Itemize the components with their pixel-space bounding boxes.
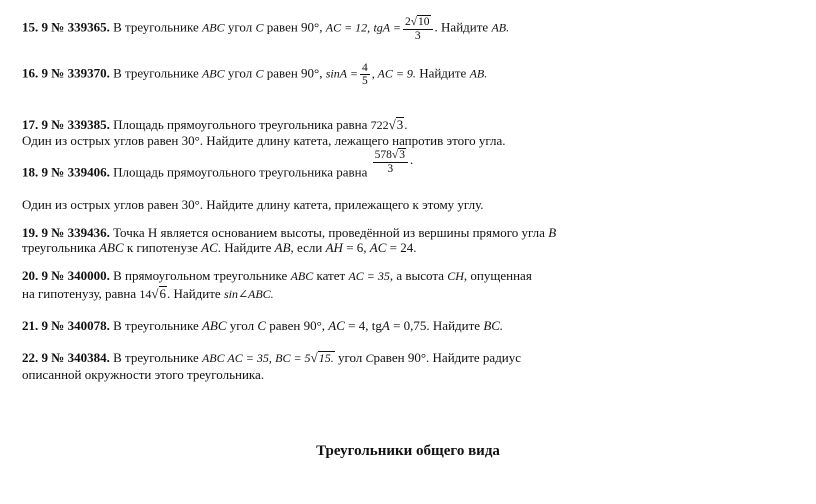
problem-16 [22, 62, 487, 87]
problem-22-line2: описанной окружности этого треугольника. [22, 367, 265, 382]
math-expr: ABC [290, 269, 314, 283]
problem-text: = 0,75. Найдите [389, 318, 484, 333]
problem-text: = 24. [386, 240, 417, 255]
problem-17: 17. 9 № 339385. Площадь прямоугольного треугольника равна 722√3. [22, 117, 408, 132]
math-expr: C [257, 318, 267, 333]
problem-text: = 4, tg [344, 318, 382, 333]
problem-text: Площадь прямоугольного треугольника равна [109, 117, 371, 132]
math-expr: AC [369, 240, 387, 255]
problem-text: В треугольнике [109, 318, 202, 333]
fraction-denominator: 3 [373, 162, 408, 175]
radicand: 3 [399, 149, 405, 161]
fraction-coefficient: 2 [404, 16, 411, 28]
fraction-numerator: 4 [361, 62, 368, 74]
problem-text: = 6, [342, 240, 370, 255]
problem-text: равен 90°, [263, 65, 326, 81]
math-expr: , AC = 9. [371, 66, 416, 81]
problem-text: на гипотенузу, равна [22, 286, 140, 301]
problem-number: 17. 9 № 339385. [22, 117, 110, 132]
problem-text: Найдите [415, 65, 470, 81]
problem-text: Точка Н является основанием высоты, проведённой из вершины прямого угла [109, 225, 549, 240]
coefficient: 722 [370, 118, 389, 132]
problem-text: В треугольнике [109, 350, 202, 365]
problem-number: 16. 9 № 339370. [22, 65, 110, 81]
math-expr: AC [201, 240, 218, 255]
problem-text: угол [224, 19, 256, 35]
fraction: $\frac{2√10}{3}$ [403, 15, 433, 42]
math-expr: sin∠ABC. [223, 287, 274, 301]
problem-text: равен 90°, [263, 19, 326, 35]
math-expr: ABC [201, 66, 225, 81]
problem-text: В прямоугольном треугольнике [109, 268, 291, 283]
math-expr: AB. [469, 66, 488, 81]
math-expr: ABC [201, 318, 227, 333]
problem-text: угол [334, 350, 366, 365]
radicand: 6 [159, 286, 167, 301]
problem-17-line2: Один из острых углов равен 30°. Найдите длину катета, лежащего напротив этого угла. [22, 133, 506, 148]
fraction-coefficient: 578 [374, 149, 392, 161]
problem-21 [22, 318, 503, 334]
math-expr: AC = 12, [325, 20, 371, 35]
problem-text: угол [226, 318, 258, 333]
math-expr: ABC AC = 35, [201, 351, 272, 365]
problem-text: , опущенная [463, 268, 532, 283]
fraction [360, 62, 370, 87]
math-expr: sinA = [325, 66, 358, 81]
math-expr: ABC [99, 240, 124, 255]
problem-text: , а высота [389, 268, 448, 283]
problem-text: угол [224, 65, 256, 81]
problem-22: 22. 9 № 340384. В треугольнике ABC AC = 35, BC = 5√15. угол Cравен 90°. Найдите радиус [22, 350, 522, 365]
radicand: 3 [396, 117, 404, 132]
math-expr: BC = 5 [275, 351, 311, 365]
fraction: $\frac{578√3}{3}$ [373, 148, 408, 175]
math-expr: AC = 35 [348, 269, 390, 283]
math-expr: AB [274, 240, 291, 255]
problem-number: 18. 9 № 339406. [22, 164, 110, 180]
problem-text: Площадь прямоугольного треугольника равна [109, 164, 368, 180]
math-expr: tgA = [373, 20, 401, 35]
fraction-denominator: 5 [361, 75, 368, 87]
problem-20-line2: на гипотенузу, равна 14√6. Найдите sin∠ABC. [22, 286, 274, 301]
math-expr: C [255, 20, 264, 35]
math-expr: BC. [483, 318, 504, 333]
radicand: 15. [318, 351, 334, 365]
math-expr: CH [447, 269, 464, 283]
problem-15 [22, 15, 509, 42]
problem-text: равен 90°, [266, 318, 329, 333]
problem-text: . Найдите [434, 19, 492, 35]
problem-text: , если [290, 240, 326, 255]
problem-text: к гипотенузе [123, 240, 202, 255]
math-expr: AB. [491, 20, 510, 35]
problem-number: 21. 9 № 340078. [22, 318, 110, 333]
math-expr: ABC [201, 20, 225, 35]
math-expr: B [548, 225, 557, 240]
problem-19 [22, 225, 556, 241]
section-heading: Треугольники общего вида [316, 443, 500, 459]
problem-number: 22. 9 № 340384. [22, 350, 110, 365]
problem-18 [22, 149, 414, 187]
problem-text: катет [313, 268, 349, 283]
math-expr: AC [328, 318, 345, 333]
math-expr: C [255, 66, 264, 81]
problem-19-line2 [22, 240, 417, 256]
math-expr: C [365, 351, 374, 365]
problem-number: 15. 9 № 339365. [22, 19, 110, 35]
problem-number: 20. 9 № 340000. [22, 268, 110, 283]
radicand: 10 [418, 16, 430, 28]
problem-text: . Найдите [217, 240, 275, 255]
fraction-denominator: 3 [403, 29, 433, 42]
math-expr: A [381, 318, 390, 333]
problem-18-line2: Один из острых углов равен 30°. Найдите длину катета, прилежащего к этому углу. [22, 197, 484, 212]
problem-text: В треугольнике [109, 65, 202, 81]
problem-text: В треугольнике [109, 19, 202, 35]
problem-text: . [409, 152, 414, 168]
problem-text: . [404, 117, 408, 132]
problem-text: равен 90°. Найдите радиус [373, 350, 522, 365]
problem-text: треугольника [22, 240, 100, 255]
problem-number: 19. 9 № 339436. [22, 225, 110, 240]
math-expr: AH [325, 240, 343, 255]
problem-text: . Найдите [167, 286, 224, 301]
coefficient: 14 [139, 287, 152, 301]
problem-20 [22, 268, 532, 284]
